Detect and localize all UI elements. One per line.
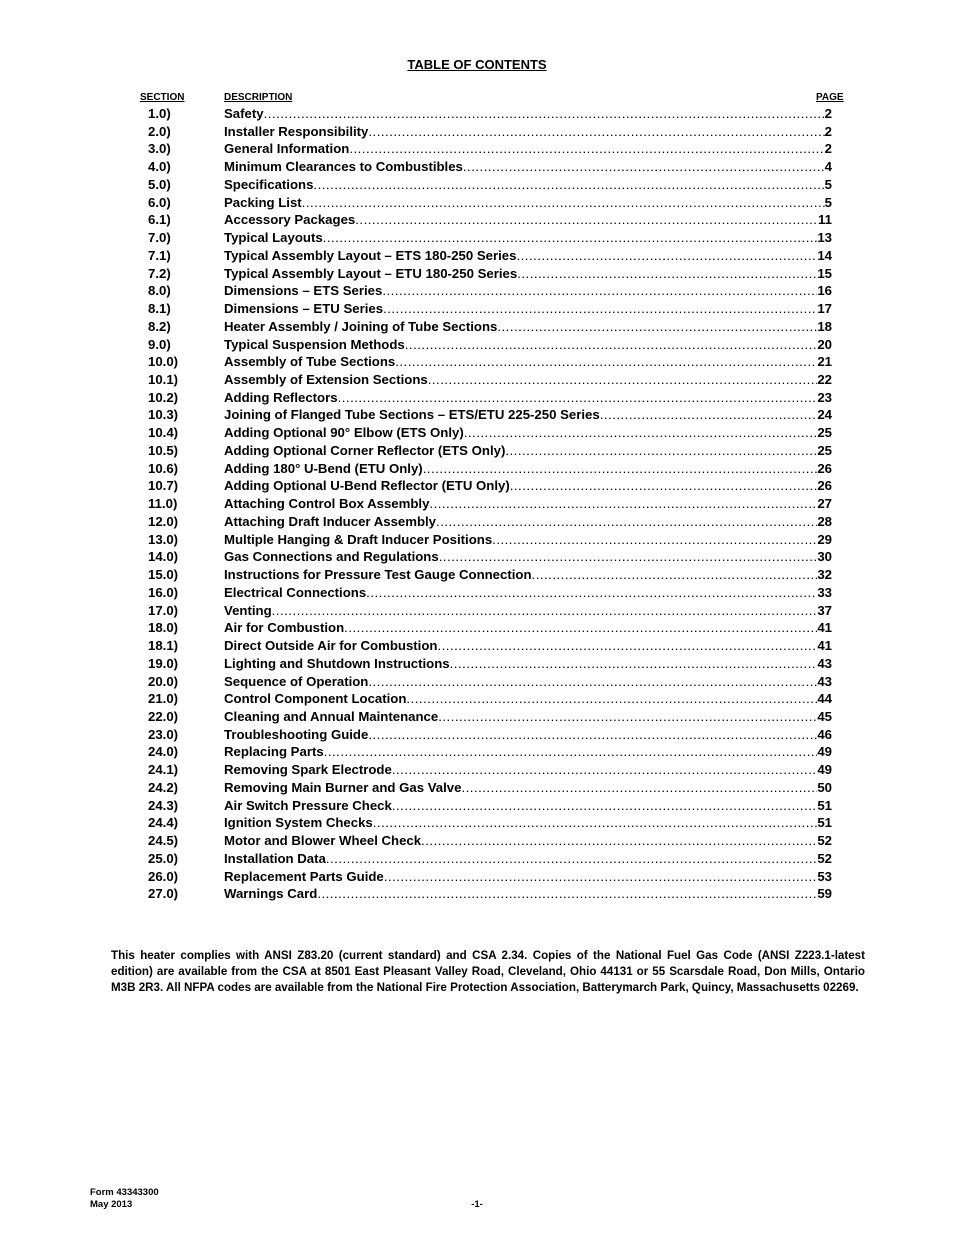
toc-page-number: 32 xyxy=(817,567,832,583)
toc-section-number: 10.6) xyxy=(148,460,179,476)
toc-dot-leader xyxy=(436,513,817,531)
toc-page-number: 13 xyxy=(817,230,832,246)
toc-section-number: 15.0) xyxy=(148,567,179,583)
toc-dot-leader xyxy=(505,442,817,460)
toc-description: Dimensions – ETU Series xyxy=(224,301,384,317)
toc-page-number: 5 xyxy=(824,176,832,192)
toc-section-number: 7.2) xyxy=(148,265,171,281)
toc-dot-leader xyxy=(439,548,818,566)
toc-page-number: 14 xyxy=(817,247,832,263)
toc-dot-leader xyxy=(373,814,818,832)
toc-section-number: 4.0) xyxy=(148,159,171,175)
toc-entry xyxy=(140,176,832,194)
toc-dot-leader xyxy=(382,282,817,300)
toc-entry xyxy=(140,602,832,620)
toc-page-number: 17 xyxy=(817,301,832,317)
toc-description: Adding Optional U-Bend Reflector (ETU Only) xyxy=(224,478,510,494)
toc-dot-leader xyxy=(428,371,818,389)
toc-entry-line xyxy=(224,105,832,123)
toc-entry-line xyxy=(224,211,832,229)
toc-dot-leader xyxy=(392,761,818,779)
toc-entry xyxy=(140,442,832,460)
toc-page-number: 49 xyxy=(817,744,832,760)
toc-page-number: 2 xyxy=(824,141,832,157)
toc-entry-line xyxy=(224,637,832,655)
toc-dot-leader xyxy=(272,602,818,620)
toc-entry-line xyxy=(224,282,832,300)
toc-entry xyxy=(140,584,832,602)
toc-entry xyxy=(140,868,832,886)
toc-section-number: 18.0) xyxy=(148,620,179,636)
toc-entry xyxy=(140,885,832,903)
toc-page-number: 52 xyxy=(817,850,832,866)
toc-page-number: 23 xyxy=(817,389,832,405)
toc-dot-leader xyxy=(302,194,825,212)
toc-description: Adding Optional 90° Elbow (ETS Only) xyxy=(224,425,464,441)
toc-description: Adding Optional Corner Reflector (ETS Only) xyxy=(224,442,506,458)
toc-section-number: 2.0) xyxy=(148,123,171,139)
toc-description: Removing Spark Electrode xyxy=(224,762,392,778)
toc-description: Gas Connections and Regulations xyxy=(224,549,439,565)
toc-description: Troubleshooting Guide xyxy=(224,726,369,742)
toc-page-number: 43 xyxy=(817,655,832,671)
toc-section-number: 10.4) xyxy=(148,425,179,441)
toc-page-number: 51 xyxy=(817,797,832,813)
toc-entry xyxy=(140,548,832,566)
toc-entry-line xyxy=(224,584,832,602)
toc-entry xyxy=(140,779,832,797)
toc-description: Lighting and Shutdown Instructions xyxy=(224,655,450,671)
toc-description: Assembly of Extension Sections xyxy=(224,372,428,388)
toc-entry-line xyxy=(224,690,832,708)
toc-entry xyxy=(140,513,832,531)
toc-entry xyxy=(140,495,832,513)
toc-page-number: 25 xyxy=(817,442,832,458)
toc-dot-leader xyxy=(450,655,818,673)
description-column-header: DESCRIPTION xyxy=(224,92,293,103)
toc-entry-line xyxy=(224,513,832,531)
toc-entry xyxy=(140,282,832,300)
toc-section-number: 24.4) xyxy=(148,815,179,831)
toc-entry xyxy=(140,655,832,673)
toc-section-number: 7.1) xyxy=(148,247,171,263)
compliance-note: This heater complies with ANSI Z83.20 (current standard) and CSA 2.34. Copies of the National Fuel Gas Code (ANSI Z223.1-latest edition) are available from the CSA at 8501 East Pleasant Valley Road, Cleveland, Ohio 44131 or 55 Scarsdale Road, Don Mills, Ontario M3B 2R3. All NFPA codes are available from the National Fire Protection Association, Batterymarch Park, Quincy, Massachusetts 02269. xyxy=(111,949,865,994)
toc-entry-line xyxy=(224,726,832,744)
toc-description: Direct Outside Air for Combustion xyxy=(224,638,438,654)
toc-dot-leader xyxy=(423,460,818,478)
toc-page-number: 16 xyxy=(817,283,832,299)
toc-entry-line xyxy=(224,442,832,460)
toc-page-number: 41 xyxy=(817,620,832,636)
toc-section-number: 24.3) xyxy=(148,797,179,813)
toc-section-number: 13.0) xyxy=(148,531,179,547)
toc-entry xyxy=(140,690,832,708)
toc-entry xyxy=(140,123,832,141)
toc-description: Installer Responsibility xyxy=(224,123,369,139)
toc-description: Adding 180° U-Bend (ETU Only) xyxy=(224,460,423,476)
toc-section-number: 23.0) xyxy=(148,726,179,742)
page-column-header: PAGE xyxy=(816,92,844,103)
toc-section-number: 10.5) xyxy=(148,442,179,458)
toc-section-number: 3.0) xyxy=(148,141,171,157)
toc-dot-leader xyxy=(392,797,817,815)
toc-page-number: 26 xyxy=(817,478,832,494)
toc-dot-leader xyxy=(368,673,817,691)
toc-description: General Information xyxy=(224,141,350,157)
toc-entry-line xyxy=(224,673,832,691)
toc-entry-line xyxy=(224,566,832,584)
toc-entry-line xyxy=(224,885,832,903)
toc-entry-line xyxy=(224,158,832,176)
toc-description: Sequence of Operation xyxy=(224,673,369,689)
toc-description: Typical Layouts xyxy=(224,230,323,246)
toc-dot-leader xyxy=(517,265,817,283)
section-column-header: SECTION xyxy=(140,92,185,103)
form-number: Form 43343300 xyxy=(90,1187,159,1198)
toc-section-number: 6.1) xyxy=(148,212,171,228)
toc-entry-line xyxy=(224,868,832,886)
toc-entry xyxy=(140,406,832,424)
toc-section-number: 22.0) xyxy=(148,708,179,724)
toc-page-number: 44 xyxy=(817,691,832,707)
toc-section-number: 11.0) xyxy=(148,496,178,512)
toc-section-number: 8.0) xyxy=(148,283,171,299)
toc-dot-leader xyxy=(510,477,818,495)
toc-entry-line xyxy=(224,548,832,566)
toc-entry-line xyxy=(224,460,832,478)
toc-page-number: 43 xyxy=(817,673,832,689)
toc-entry-line xyxy=(224,779,832,797)
toc-entry xyxy=(140,743,832,761)
toc-section-number: 24.0) xyxy=(148,744,179,760)
toc-entry-line xyxy=(224,424,832,442)
toc-dot-leader xyxy=(313,176,824,194)
toc-description: Cleaning and Annual Maintenance xyxy=(224,708,439,724)
toc-entry-line xyxy=(224,265,832,283)
toc-dot-leader xyxy=(366,584,817,602)
toc-page-number: 46 xyxy=(817,726,832,742)
toc-description: Typical Assembly Layout – ETS 180-250 Series xyxy=(224,247,517,263)
toc-dot-leader xyxy=(516,247,817,265)
toc-entry xyxy=(140,619,832,637)
toc-description: Adding Reflectors xyxy=(224,389,338,405)
toc-description: Multiple Hanging & Draft Inducer Positions xyxy=(224,531,493,547)
toc-entry-line xyxy=(224,229,832,247)
toc-description: Warnings Card xyxy=(224,886,318,902)
toc-section-number: 19.0) xyxy=(148,655,179,671)
toc-dot-leader xyxy=(317,885,817,903)
toc-dot-leader xyxy=(463,158,825,176)
toc-section-number: 6.0) xyxy=(148,194,171,210)
toc-section-number: 25.0) xyxy=(148,850,179,866)
toc-description: Electrical Connections xyxy=(224,584,367,600)
toc-entry xyxy=(140,531,832,549)
toc-page-number: 27 xyxy=(817,496,832,512)
toc-page-number: 2 xyxy=(824,106,832,121)
toc-entry-line xyxy=(224,194,832,212)
toc-entry xyxy=(140,832,832,850)
toc-entry-line xyxy=(224,850,832,868)
toc-description: Minimum Clearances to Combustibles xyxy=(224,159,463,175)
toc-section-number: 8.1) xyxy=(148,301,171,317)
toc-page-number: 24 xyxy=(817,407,832,423)
toc-description: Installation Data xyxy=(224,850,326,866)
toc-description: Joining of Flanged Tube Sections – ETS/ETU 225-250 Series xyxy=(224,407,600,423)
toc-description: Specifications xyxy=(224,176,314,192)
toc-entry-line xyxy=(224,531,832,549)
toc-entry-line xyxy=(224,300,832,318)
toc-page-number: 25 xyxy=(817,425,832,441)
toc-description: Heater Assembly / Joining of Tube Sections xyxy=(224,318,498,334)
toc-section-number: 20.0) xyxy=(148,673,179,689)
toc-dot-leader xyxy=(344,619,817,637)
toc-description: Air Switch Pressure Check xyxy=(224,797,392,813)
toc-dot-leader xyxy=(326,850,817,868)
toc-entry-line xyxy=(224,832,832,850)
toc-entry-line xyxy=(224,814,832,832)
page-number: -1- xyxy=(471,1199,483,1210)
toc-entry-line xyxy=(224,761,832,779)
toc-dot-leader xyxy=(323,229,818,247)
toc-entry xyxy=(140,477,832,495)
toc-dot-leader xyxy=(437,637,817,655)
toc-page-number: 41 xyxy=(817,638,832,654)
toc-section-number: 10.0) xyxy=(148,354,179,370)
toc-description: Typical Assembly Layout – ETU 180-250 Series xyxy=(224,265,518,281)
toc-dot-leader xyxy=(368,123,824,141)
toc-entry-line xyxy=(224,140,832,158)
toc-description: Replacing Parts xyxy=(224,744,324,760)
toc-section-number: 10.2) xyxy=(148,389,179,405)
toc-section-number: 10.3) xyxy=(148,407,179,423)
toc-entry-line xyxy=(224,619,832,637)
toc-entry-line xyxy=(224,655,832,673)
toc-description: Motor and Blower Wheel Check xyxy=(224,833,422,849)
toc-entry xyxy=(140,424,832,442)
toc-entry xyxy=(140,814,832,832)
toc-section-number: 26.0) xyxy=(148,868,179,884)
toc-description: Removing Main Burner and Gas Valve xyxy=(224,779,462,795)
toc-dot-leader xyxy=(368,726,817,744)
toc-entry xyxy=(140,229,832,247)
toc-description: Assembly of Tube Sections xyxy=(224,354,396,370)
toc-page-number: 33 xyxy=(817,584,832,600)
toc-entry-line xyxy=(224,743,832,761)
toc-entry xyxy=(140,389,832,407)
toc-dot-leader xyxy=(324,743,818,761)
toc-list xyxy=(140,105,832,903)
toc-page-number: 51 xyxy=(817,815,832,831)
toc-entry-line xyxy=(224,176,832,194)
toc-entry xyxy=(140,247,832,265)
toc-page-number: 53 xyxy=(817,868,832,884)
toc-page-number: 2 xyxy=(824,123,832,139)
toc-dot-leader xyxy=(406,690,817,708)
toc-dot-leader xyxy=(405,336,818,354)
toc-page-number: 28 xyxy=(817,513,832,529)
toc-section-number: 18.1) xyxy=(148,638,179,654)
toc-description: Dimensions – ETS Series xyxy=(224,283,383,299)
toc-dot-leader xyxy=(355,211,818,229)
toc-description: Air for Combustion xyxy=(224,620,345,636)
toc-section-number: 10.7) xyxy=(148,478,179,494)
toc-entry xyxy=(140,194,832,212)
toc-entry-line xyxy=(224,602,832,620)
toc-page-number: 21 xyxy=(817,354,832,370)
toc-section-number: 24.5) xyxy=(148,833,179,849)
toc-description: Replacement Parts Guide xyxy=(224,868,384,884)
toc-section-number: 12.0) xyxy=(148,513,179,529)
toc-description: Safety xyxy=(224,106,264,121)
toc-entry xyxy=(140,850,832,868)
toc-section-number: 17.0) xyxy=(148,602,179,618)
toc-entry xyxy=(140,211,832,229)
toc-entry xyxy=(140,265,832,283)
toc-entry-line xyxy=(224,318,832,336)
toc-entry xyxy=(140,336,832,354)
toc-page-number: 49 xyxy=(817,762,832,778)
toc-entry-line xyxy=(224,797,832,815)
toc-page-number: 30 xyxy=(817,549,832,565)
toc-page-number: 18 xyxy=(817,318,832,334)
toc-page-number: 45 xyxy=(817,708,832,724)
toc-entry-line xyxy=(224,123,832,141)
toc-entry xyxy=(140,460,832,478)
toc-entry-line xyxy=(224,247,832,265)
toc-dot-leader xyxy=(383,300,817,318)
toc-dot-leader xyxy=(421,832,817,850)
toc-section-number: 27.0) xyxy=(148,886,179,902)
toc-entry-line xyxy=(224,353,832,371)
toc-page-number: 50 xyxy=(817,779,832,795)
toc-description: Packing List xyxy=(224,194,302,210)
toc-dot-leader xyxy=(429,495,817,513)
toc-page-number: 5 xyxy=(824,194,832,210)
toc-page-number: 11 xyxy=(818,212,832,228)
toc-entry-line xyxy=(224,336,832,354)
toc-description: Attaching Control Box Assembly xyxy=(224,496,430,512)
toc-dot-leader xyxy=(497,318,817,336)
toc-dot-leader xyxy=(349,140,824,158)
toc-section-number: 5.0) xyxy=(148,176,171,192)
toc-title: TABLE OF CONTENTS xyxy=(407,57,547,72)
toc-description: Attaching Draft Inducer Assembly xyxy=(224,513,437,529)
toc-page-number: 20 xyxy=(817,336,832,352)
toc-entry xyxy=(140,566,832,584)
toc-entry xyxy=(140,105,832,123)
toc-page-number: 37 xyxy=(817,602,832,618)
toc-dot-leader xyxy=(532,566,818,584)
toc-section-number: 8.2) xyxy=(148,318,171,334)
toc-page-number: 26 xyxy=(817,460,832,476)
toc-entry xyxy=(140,637,832,655)
toc-section-number: 10.1) xyxy=(148,372,179,388)
toc-page-number: 4 xyxy=(824,159,832,175)
toc-entry xyxy=(140,140,832,158)
toc-dot-leader xyxy=(395,353,817,371)
toc-section-number: 24.2) xyxy=(148,779,179,795)
toc-entry xyxy=(140,673,832,691)
toc-description: Ignition System Checks xyxy=(224,815,373,831)
toc-page-number: 22 xyxy=(817,372,832,388)
toc-section-number: 24.1) xyxy=(148,762,179,778)
toc-entry xyxy=(140,158,832,176)
form-date: May 2013 xyxy=(90,1199,133,1210)
toc-section-number: 7.0) xyxy=(148,230,171,246)
toc-section-number: 1.0) xyxy=(148,106,171,121)
toc-entry xyxy=(140,371,832,389)
toc-entry xyxy=(140,708,832,726)
toc-page-number: 15 xyxy=(817,265,832,281)
toc-section-number: 14.0) xyxy=(148,549,179,565)
toc-section-number: 9.0) xyxy=(148,336,171,352)
toc-dot-leader xyxy=(338,389,818,407)
toc-entry-line xyxy=(224,371,832,389)
toc-description: Control Component Location xyxy=(224,691,407,707)
toc-dot-leader xyxy=(384,868,818,886)
toc-description: Venting xyxy=(224,602,272,618)
toc-entry xyxy=(140,318,832,336)
toc-description: Typical Suspension Methods xyxy=(224,336,405,352)
toc-entry xyxy=(140,726,832,744)
toc-entry xyxy=(140,353,832,371)
toc-entry-line xyxy=(224,495,832,513)
toc-entry xyxy=(140,761,832,779)
toc-description: Instructions for Pressure Test Gauge Connection xyxy=(224,567,532,583)
toc-dot-leader xyxy=(264,105,825,123)
toc-dot-leader xyxy=(438,708,817,726)
toc-page-number: 29 xyxy=(817,531,832,547)
toc-dot-leader xyxy=(461,779,817,797)
toc-entry-line xyxy=(224,477,832,495)
toc-page-number: 59 xyxy=(817,886,832,902)
toc-entry-line xyxy=(224,389,832,407)
toc-section-number: 16.0) xyxy=(148,584,179,600)
toc-entry-line xyxy=(224,406,832,424)
toc-dot-leader xyxy=(600,406,818,424)
toc-dot-leader xyxy=(464,424,818,442)
toc-entry-line xyxy=(224,708,832,726)
toc-entry xyxy=(140,300,832,318)
toc-dot-leader xyxy=(492,531,817,549)
toc-entry xyxy=(140,797,832,815)
toc-section-number: 21.0) xyxy=(148,691,179,707)
toc-description: Accessory Packages xyxy=(224,212,356,228)
toc-page-number: 52 xyxy=(817,833,832,849)
